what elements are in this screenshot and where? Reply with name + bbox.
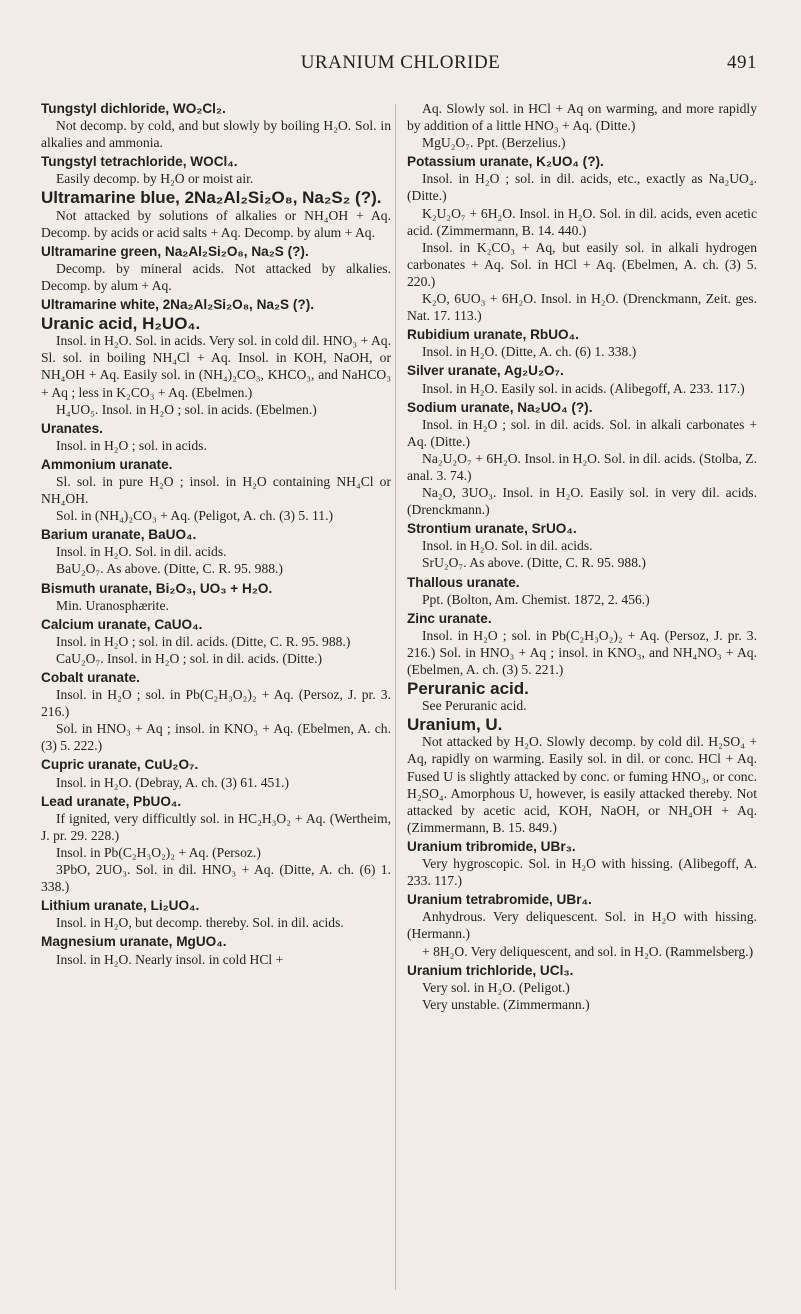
entry-heading: Rubidium uranate, RbUO₄.: [407, 327, 579, 343]
entry: [41, 580, 391, 614]
entry-heading: Ultramarine white, 2Na₂Al₂Si₂O₈, Na₂S (?).: [41, 297, 315, 313]
entry-text: Very unstable. (Zimmermann.): [422, 996, 590, 1012]
entry-text: Insol. in H₂O. Sol. in dil. acids.: [422, 538, 593, 554]
entry: [41, 100, 391, 151]
entry-text: Insol. in H₂O ; sol. in dil. acids. (Ditte, C. R. 95. 988.): [56, 633, 351, 649]
page-number: 491: [727, 52, 757, 73]
entry-text: See Peruranic acid.: [422, 698, 527, 714]
entry-heading: Tungstyl dichloride, WO₂Cl₂.: [41, 101, 226, 116]
entry-text: Not attacked by H₂O. Slowly decomp. by cold dil. H₂SO₄ + Aq, rapidly on warming. Easily sol. in dil. or conc. HCl + Aq. Fused U is slightly attacked by conc. or fuming HNO₃, or conc. H₂SO₄. Amorphous U, however, is easily attacked thereby. Not attacked by acetic acid, KOH, NaOH, or NH₄OH + Aq. (Zimmermann, B. 15. 849.): [407, 734, 757, 835]
entry-text: Sol. in (NH₄)₂CO₃ + Aq. (Peligot, A. ch. (3) 5. 11.): [56, 508, 334, 524]
entry-heading: Silver uranate, Ag₂U₂O₇.: [407, 363, 564, 379]
entry: [41, 897, 391, 931]
entry: [407, 680, 757, 714]
entry-text: Insol. in H₂O. Sol. in dil. acids.: [56, 544, 227, 560]
entry: [407, 326, 757, 360]
entry-text: Ppt. (Bolton, Am. Chemist. 1872, 2. 456.): [422, 591, 650, 607]
right-column: [407, 100, 757, 1015]
entry-text: Sol. in HNO₃ + Aq ; insol. in KNO₃ + Aq. (Ebelmen, A. ch. (3) 5. 222.): [41, 721, 391, 754]
entry: [41, 616, 391, 667]
entry-text: K₂U₂O₇ + 6H₂O. Insol. in H₂O. Sol. in dil. acids, even acetic acid. (Zimmermann, B. 14. 440.): [407, 205, 757, 238]
entry-text: Decomp. by mineral acids. Not attacked by alkalies. Decomp. by alum + Aq.: [41, 260, 391, 293]
entry-heading: Magnesium uranate, MgUO₄.: [41, 934, 227, 950]
entry-heading: Ultramarine blue, 2Na₂Al₂Si₂O₈, Na₂S₂ (?).: [41, 188, 382, 208]
entry-text: Na₂O, 3UO₃. Insol. in H₂O. Easily sol. in very dil. acids. (Drenckmann.): [407, 485, 757, 518]
column-divider: [395, 104, 396, 1290]
entry-text: Insol. in H₂O. Nearly insol. in cold HCl +: [56, 951, 284, 967]
entry-heading: Uranium, U.: [407, 715, 503, 735]
entry: [407, 891, 757, 959]
entry: [41, 526, 391, 577]
entry: [41, 793, 391, 896]
entry-text: Insol. in K₂CO₃ + Aq, but easily sol. in alkali hydrogen carbonates + Aq. Sol. in HCl + Aq. (Ebelmen, A. ch. (3) 5. 220.): [407, 239, 757, 289]
entry-text: Insol. in H₂O. (Ditte, A. ch. (6) 1. 338.): [422, 344, 637, 360]
entry: [41, 243, 391, 294]
entry-text: Very sol. in H₂O. (Peligot.): [422, 979, 570, 995]
running-title: URANIUM CHLORIDE: [300, 52, 501, 73]
entry-heading: Barium uranate, BaUO₄.: [41, 527, 197, 543]
entry: [41, 669, 391, 754]
entry-text: Insol. in H₂O ; sol. in acids.: [56, 437, 207, 453]
entry-text: Sl. sol. in pure H₂O ; insol. in H₂O containing NH₄Cl or NH₄OH.: [41, 473, 391, 507]
entry-heading: Uranates.: [41, 420, 103, 436]
entry-heading: Potassium uranate, K₂UO₄ (?).: [407, 154, 604, 170]
entry-text: Insol. in H₂O ; sol. in dil. acids, etc., exactly as Na₂UO₄. (Ditte.): [407, 171, 757, 204]
entry: [41, 456, 391, 524]
entry-text: Min. Uranosphærite.: [56, 597, 169, 613]
entry-heading: Lead uranate, PbUO₄.: [41, 793, 182, 809]
entry-heading: Bismuth uranate, Bi₂O₃, UO₃ + H₂O.: [41, 580, 273, 596]
entry-text: Insol. in H₂O ; sol. in Pb(C₂H₃O₂)₂ + Aq. (Persoz, J. pr. 3. 216.): [41, 687, 391, 720]
entry-text: Very hygroscopic. Sol. in H₂O with hissing. (Alibegoff, A. 233. 117.): [407, 856, 757, 889]
entry-heading: Peruranic acid.: [407, 679, 529, 699]
entry-text: Insol. in Pb(C₂H₃O₂)₂ + Aq. (Persoz.): [56, 844, 261, 860]
entry: [407, 838, 757, 889]
entry-heading: Ammonium uranate.: [41, 456, 173, 472]
entry-heading: Zinc uranate.: [407, 610, 492, 626]
entry-text: Anhydrous. Very deliquescent. Sol. in H₂O with hissing. (Hermann.): [407, 909, 757, 942]
entry-text: Insol. in H₂O. Easily sol. in acids. (Alibegoff, A. 233. 117.): [422, 380, 745, 396]
entry-heading: Calcium uranate, CaUO₄.: [41, 616, 203, 632]
entry: [407, 962, 757, 1013]
entry: [41, 315, 391, 418]
entry-text: H₄UO₅. Insol. in H₂O ; sol. in acids. (Ebelmen.): [56, 401, 317, 417]
entry-text: + 8H₂O. Very deliquescent, and sol. in H₂O. (Rammelsberg.): [422, 943, 754, 959]
entry: [407, 362, 757, 396]
entry-heading: Lithium uranate, Li₂UO₄.: [41, 898, 200, 914]
entry-heading: Tungstyl tetrachloride, WOCl₄.: [41, 154, 238, 170]
entry-text: Insol. in H₂O. Sol. in acids. Very sol. in cold dil. HNO₃ + Aq. Sl. sol. in boiling NH₄Cl + Aq. Insol. in KOH, NaOH, or NH₄OH + Aq. Easily sol. in (NH₄)₂CO₃, KHCO₃, and NaHCO₃ + Aq ; less in K₂CO₃ + Aq. (Ebelmen.): [41, 333, 391, 400]
entry-text: If ignited, very difficultly sol. in HC₂H₃O₂ + Aq. (Wertheim, J. pr. 29. 228.): [41, 810, 391, 843]
entry: [407, 100, 757, 151]
entry: [41, 296, 391, 313]
entry-text: Not decomp. by cold, and but slowly by boiling H₂O. Sol. in alkalies and ammonia.: [41, 118, 391, 151]
entry-text: Insol. in H₂O ; sol. in Pb(C₂H₃O₂)₂ + Aq. (Persoz, J. pr. 3. 216.) Sol. in HNO₃ + Aq ; insol. in KNO₃, and NH₄NO₃ + Aq. (Ebelmen, A. ch. (3) 5. 221.): [407, 627, 757, 677]
entry-text: Insol. in H₂O ; sol. in dil. acids. Sol. in alkali carbonates + Aq. (Ditte.): [407, 416, 757, 449]
entry: [41, 420, 391, 454]
entry-text: Insol. in H₂O. (Debray, A. ch. (3) 61. 451.): [56, 774, 290, 790]
entry-text: BaU₂O₇. As above. (Ditte, C. R. 95. 988.): [56, 561, 283, 577]
entry-text: CaU₂O₇. Insol. in H₂O ; sol. in dil. acids. (Ditte.): [56, 650, 323, 666]
entry-text: MgU₂O₇. Ppt. (Berzelius.): [422, 135, 566, 151]
entry-heading: Cobalt uranate.: [41, 670, 140, 685]
entry: [407, 610, 757, 678]
entry-heading: Sodium uranate, Na₂UO₄ (?).: [407, 399, 593, 415]
entry-heading: Cupric uranate, CuU₂O₇.: [41, 757, 199, 773]
entry-text: Easily decomp. by H₂O or moist air.: [56, 171, 254, 187]
entry: [407, 153, 757, 324]
entry: [407, 520, 757, 571]
entry: [407, 399, 757, 519]
entry: [41, 189, 391, 240]
entry-heading: Thallous uranate.: [407, 574, 520, 590]
entry-heading: Uranium trichloride, UCl₃.: [407, 962, 574, 978]
entry: [407, 716, 757, 836]
entry-text: Na₂U₂O₇ + 6H₂O. Insol. in H₂O. Sol. in dil. acids. (Stolba, Z. anal. 3. 74.): [407, 450, 757, 483]
entry-text: K₂O, 6UO₃ + 6H₂O. Insol. in H₂O. (Drenckmann, Zeit. ges. Nat. 17. 113.): [407, 291, 757, 324]
entry-heading: Strontium uranate, SrUO₄.: [407, 521, 577, 537]
entry-heading: Uranium tribromide, UBr₃.: [407, 838, 576, 854]
entry-text: Insol. in H₂O, but decomp. thereby. Sol. in dil. acids.: [56, 915, 344, 931]
entry-text: Aq. Slowly sol. in HCl + Aq on warming, and more rapidly by addition of a little HNO₃ + Aq. (Ditte.): [407, 101, 757, 134]
left-column: [41, 100, 391, 970]
entry-heading: Ultramarine green, Na₂Al₂Si₂O₈, Na₂S (?).: [41, 243, 309, 259]
entry: [407, 574, 757, 608]
entry-heading: Uranium tetrabromide, UBr₄.: [407, 892, 592, 908]
entry-text: Not attacked by solutions of alkalies or NH₄OH + Aq. Decomp. by acids or acid salts + Aq. Decomp. by alum + Aq.: [41, 207, 391, 240]
entry: [41, 756, 391, 790]
entry: [41, 933, 391, 967]
entry: [41, 153, 391, 187]
entry-text: SrU₂O₇. As above. (Ditte, C. R. 95. 988.): [422, 555, 646, 571]
entry-heading: Uranic acid, H₂UO₄.: [41, 314, 201, 334]
running-header: [0, 52, 801, 80]
entry-text: 3PbO, 2UO₃. Sol. in dil. HNO₃ + Aq. (Ditte, A. ch. (6) 1. 338.): [41, 862, 391, 895]
